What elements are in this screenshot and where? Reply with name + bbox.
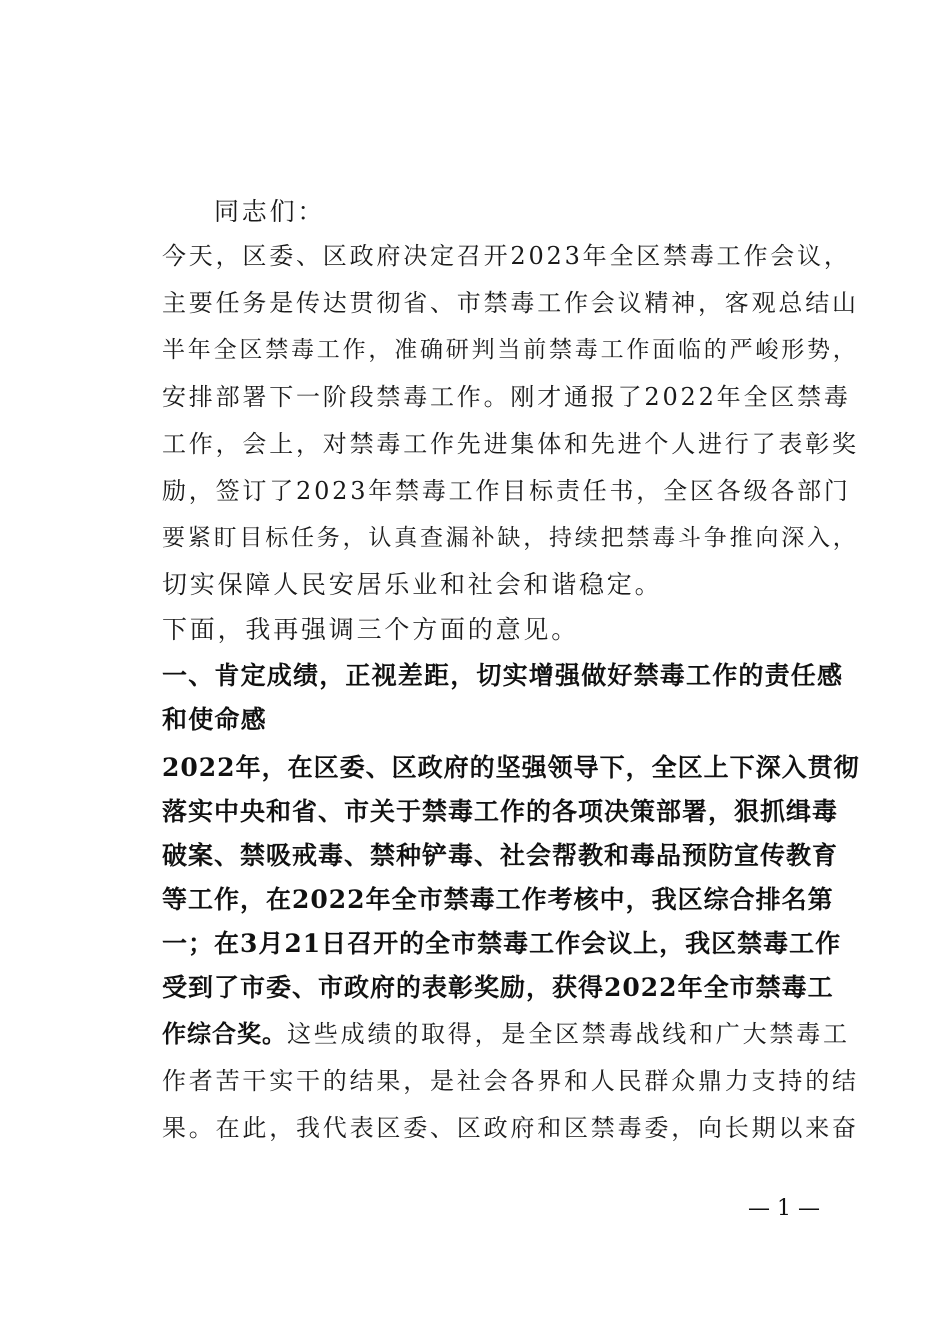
paragraph-line-bold: 破案、禁吸戒毒、禁种铲毒、社会帮教和毒品预防宣传教育 bbox=[162, 841, 839, 870]
paragraph-line: 工作，会上，对禁毒工作先进集体和先进个人进行了表彰奖 bbox=[162, 430, 859, 458]
paragraph-line: 切实保障人民安居乐业和社会和谐稳定。 bbox=[162, 570, 663, 599]
paragraph-line: 主要任务是传达贯彻省、市禁毒工作会议精神，客观总结山 bbox=[162, 289, 859, 317]
paragraph-line-bold: 受到了市委、市政府的表彰奖励，获得2022年全市禁毒工 bbox=[162, 973, 834, 1002]
salutation: 同志们： bbox=[214, 197, 326, 226]
page-number: — 1 — bbox=[748, 1196, 820, 1221]
paragraph-line: 今天，区委、区政府决定召开2023年全区禁毒工作会议， bbox=[162, 242, 851, 270]
paragraph-line-bold: 一；在3月21日召开的全市禁毒工作会议上，我区禁毒工作 bbox=[162, 929, 842, 958]
bold-run: 作综合奖。 bbox=[162, 1019, 287, 1048]
section-heading: 一、肯定成绩，正视差距，切实增强做好禁毒工作的责任感 bbox=[162, 661, 844, 690]
paragraph-line-mixed bbox=[162, 1018, 852, 1050]
paragraph-line-bold: 落实中央和省、市关于禁毒工作的各项决策部署，狠抓缉毒 bbox=[162, 797, 839, 826]
paragraph-line: 半年全区禁毒工作，准确研判当前禁毒工作面临的严峻形势， bbox=[162, 337, 859, 363]
paragraph-line: 要紧盯目标任务，认真查漏补缺，持续把禁毒斗争推向深入， bbox=[162, 525, 859, 551]
paragraph-line: 果。在此，我代表区委、区政府和区禁毒委，向长期以来奋 bbox=[162, 1114, 859, 1142]
plain-run: 这些成绩的取得，是全区禁毒战线和广大禁毒工 bbox=[287, 1020, 850, 1048]
paragraph-line: 下面，我再强调三个方面的意见。 bbox=[162, 615, 580, 644]
paragraph-line: 作者苦干实干的结果，是社会各界和人民群众鼎力支持的结 bbox=[162, 1067, 859, 1095]
paragraph-line-bold: 2022年，在区委、区政府的坚强领导下，全区上下深入贯彻 bbox=[162, 753, 860, 782]
paragraph-line: 励，签订了2023年禁毒工作目标责任书，全区各级各部门 bbox=[162, 477, 851, 505]
paragraph-line: 安排部署下一阶段禁毒工作。刚才通报了2022年全区禁毒 bbox=[162, 383, 851, 411]
paragraph-line-bold: 等工作，在2022年全市禁毒工作考核中，我区综合排名第 bbox=[162, 885, 834, 914]
section-heading: 和使命感 bbox=[162, 705, 267, 734]
